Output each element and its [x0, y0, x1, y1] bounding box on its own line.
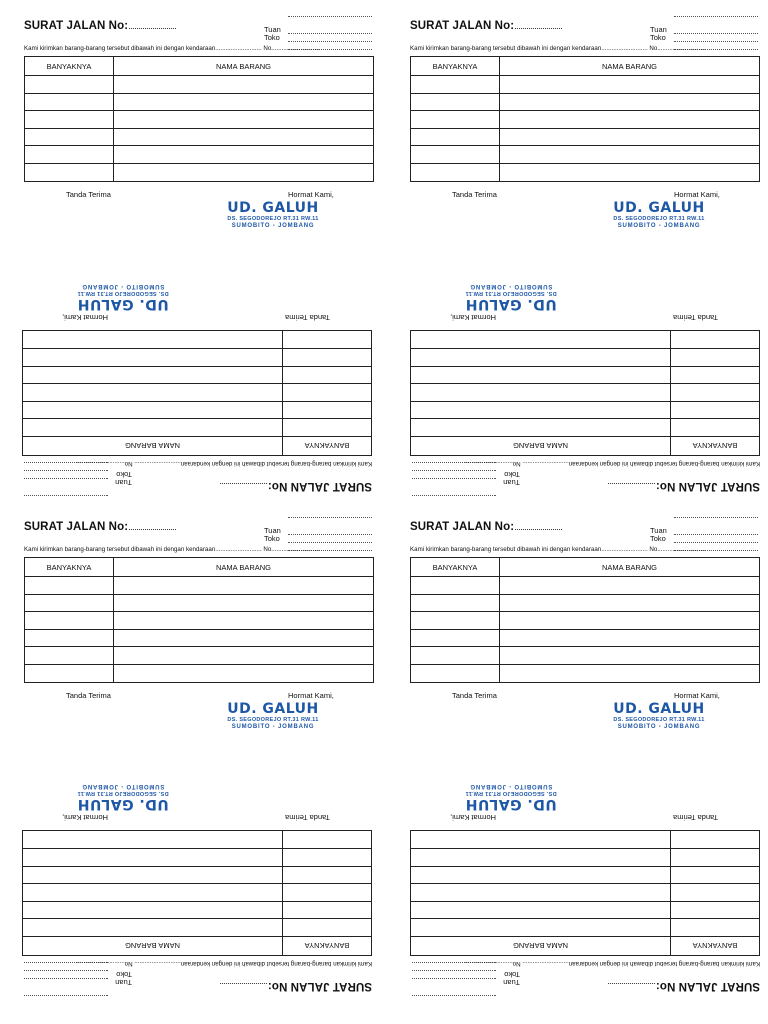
intro-text: Kami kirimkan barang-barang tersebut dibawah ini dengan kendaraan........................... No............................	[76, 460, 372, 467]
tuan-line[interactable]	[412, 978, 496, 979]
item-name-cell[interactable]	[114, 629, 374, 647]
qty-cell[interactable]	[411, 163, 500, 181]
receiver-label: Tanda Terima	[285, 813, 330, 822]
table-row	[411, 76, 760, 94]
items-body	[411, 76, 760, 182]
regards-label: Hormat Kami,	[674, 190, 720, 199]
address-line	[288, 16, 372, 17]
receiver-label: Tanda Terima	[452, 190, 497, 199]
item-name-cell[interactable]	[500, 111, 760, 129]
items-body	[25, 76, 374, 182]
item-name-cell[interactable]	[500, 612, 760, 630]
company-address: DS. SEGODOREJO RT.31 RW.11	[77, 290, 169, 296]
delivery-note-form-4	[410, 260, 760, 496]
table-row	[411, 331, 760, 349]
column-header-name: NAMA BARANG	[411, 937, 671, 956]
column-header-qty: BANYAKNYA	[671, 937, 760, 956]
table-row	[23, 901, 372, 919]
table-row	[411, 111, 760, 129]
table-row	[411, 919, 760, 937]
item-name-cell[interactable]	[411, 419, 671, 437]
tuan-line[interactable]	[24, 978, 108, 979]
qty-cell[interactable]	[283, 831, 372, 849]
item-name-cell[interactable]	[114, 594, 374, 612]
item-name-cell[interactable]	[500, 629, 760, 647]
table-row	[411, 146, 760, 164]
items-table	[24, 557, 374, 683]
receiver-label: Tanda Terima	[673, 813, 718, 822]
company-logo	[223, 201, 323, 230]
qty-cell[interactable]	[671, 401, 760, 419]
qty-cell[interactable]	[283, 401, 372, 419]
item-name-cell[interactable]	[23, 866, 283, 884]
items-body	[411, 831, 760, 937]
qty-cell[interactable]	[25, 163, 114, 181]
item-name-cell[interactable]	[114, 93, 374, 111]
table-row	[23, 884, 372, 902]
item-name-cell[interactable]	[411, 366, 671, 384]
qty-cell[interactable]	[671, 331, 760, 349]
table-row	[411, 577, 760, 595]
receiver-label: Tanda Terima	[452, 691, 497, 700]
table-row	[411, 401, 760, 419]
column-header-name: NAMA BARANG	[23, 937, 283, 956]
qty-cell[interactable]	[411, 146, 500, 164]
form-title: SURAT JALAN No:........................	[219, 480, 372, 492]
item-name-cell[interactable]	[411, 866, 671, 884]
toko-line[interactable]	[674, 542, 758, 543]
table-row	[25, 76, 374, 94]
item-name-cell[interactable]	[114, 76, 374, 94]
qty-cell[interactable]	[25, 93, 114, 111]
table-row	[23, 849, 372, 867]
intro-text: Kami kirimkan barang-barang tersebut dibawah ini dengan kendaraan........................... No............................	[410, 45, 706, 52]
toko-row: Toko	[116, 470, 132, 479]
qty-cell[interactable]	[411, 111, 500, 129]
toko-row: Toko	[116, 970, 132, 979]
toko-line[interactable]	[288, 41, 372, 42]
table-row	[23, 331, 372, 349]
item-name-cell[interactable]	[23, 831, 283, 849]
item-name-cell[interactable]	[411, 331, 671, 349]
company-city: SUMOBITO - JOMBANG	[231, 723, 315, 730]
regards-label: Hormat Kami,	[62, 313, 108, 322]
toko-line[interactable]	[288, 542, 372, 543]
tuan-line[interactable]	[412, 478, 496, 479]
item-name-cell[interactable]	[500, 128, 760, 146]
table-row	[411, 93, 760, 111]
table-row	[25, 577, 374, 595]
delivery-note-form-2	[410, 16, 760, 252]
tuan-row: Tuan	[503, 978, 520, 987]
item-name-cell[interactable]	[411, 831, 671, 849]
items-table	[410, 330, 760, 456]
toko-row: Toko	[504, 970, 520, 979]
toko-row: Toko	[650, 534, 666, 543]
company-name: UD. GALUH	[465, 796, 557, 812]
qty-cell[interactable]	[411, 76, 500, 94]
item-name-cell[interactable]	[500, 163, 760, 181]
table-row	[25, 111, 374, 129]
item-name-cell[interactable]	[23, 901, 283, 919]
item-name-cell[interactable]	[411, 349, 671, 367]
regards-label: Hormat Kami,	[288, 691, 334, 700]
qty-cell[interactable]	[25, 146, 114, 164]
qty-cell[interactable]	[671, 884, 760, 902]
company-logo	[223, 702, 323, 731]
address-line	[288, 517, 372, 518]
table-row	[23, 866, 372, 884]
qty-cell[interactable]	[283, 384, 372, 402]
item-name-cell[interactable]	[500, 76, 760, 94]
table-row	[25, 128, 374, 146]
table-row	[23, 401, 372, 419]
table-row	[411, 866, 760, 884]
items-body	[411, 331, 760, 437]
qty-cell[interactable]	[283, 884, 372, 902]
item-name-cell[interactable]	[23, 384, 283, 402]
table-row	[411, 128, 760, 146]
column-header-qty: BANYAKNYA	[411, 558, 500, 577]
company-logo	[609, 702, 709, 731]
column-header-qty: BANYAKNYA	[411, 57, 500, 76]
table-row	[411, 384, 760, 402]
regards-label: Hormat Kami,	[62, 813, 108, 822]
tuan-row: Tuan	[264, 526, 281, 535]
items-table	[24, 56, 374, 182]
qty-cell[interactable]	[25, 664, 114, 682]
delivery-note-form-5	[24, 517, 374, 753]
company-logo	[609, 201, 709, 230]
items-body	[23, 831, 372, 937]
tuan-row: Tuan	[650, 526, 667, 535]
company-name: UD. GALUH	[77, 296, 169, 312]
qty-cell[interactable]	[283, 349, 372, 367]
qty-cell[interactable]	[283, 849, 372, 867]
company-name: UD. GALUH	[613, 200, 705, 216]
qty-cell[interactable]	[25, 629, 114, 647]
qty-cell[interactable]	[25, 111, 114, 129]
item-name-cell[interactable]	[23, 884, 283, 902]
table-row	[411, 163, 760, 181]
toko-row: Toko	[504, 470, 520, 479]
qty-cell[interactable]	[411, 128, 500, 146]
item-name-cell[interactable]	[114, 577, 374, 595]
tuan-line[interactable]	[674, 534, 758, 535]
company-address: DS. SEGODOREJO RT.31 RW.11	[227, 216, 319, 222]
company-city: SUMOBITO - JOMBANG	[469, 283, 553, 290]
qty-cell[interactable]	[283, 866, 372, 884]
table-row	[25, 146, 374, 164]
table-row	[411, 664, 760, 682]
qty-cell[interactable]	[671, 866, 760, 884]
company-name: UD. GALUH	[465, 296, 557, 312]
form-title: SURAT JALAN No:........................	[607, 980, 760, 992]
table-row	[25, 163, 374, 181]
table-row	[411, 612, 760, 630]
table-row	[411, 629, 760, 647]
company-city: SUMOBITO - JOMBANG	[617, 222, 701, 229]
table-row	[25, 612, 374, 630]
qty-cell[interactable]	[411, 647, 500, 665]
items-table	[22, 330, 372, 456]
table-row	[23, 919, 372, 937]
intro-text: Kami kirimkan barang-barang tersebut dibawah ini dengan kendaraan........................... No............................	[410, 546, 706, 553]
intro-text: Kami kirimkan barang-barang tersebut dibawah ini dengan kendaraan........................... No............................	[24, 45, 320, 52]
item-name-cell[interactable]	[23, 401, 283, 419]
column-header-name: NAMA BARANG	[411, 437, 671, 456]
tuan-row: Tuan	[115, 978, 132, 987]
column-header-qty: BANYAKNYA	[283, 937, 372, 956]
form-title: SURAT JALAN No:........................	[607, 480, 760, 492]
column-header-name: NAMA BARANG	[114, 57, 374, 76]
tuan-row: Tuan	[503, 478, 520, 487]
table-row	[23, 349, 372, 367]
delivery-note-form-3	[22, 260, 372, 496]
address-line	[674, 16, 758, 17]
qty-cell[interactable]	[411, 577, 500, 595]
toko-line[interactable]	[24, 970, 108, 971]
item-name-cell[interactable]	[500, 146, 760, 164]
qty-cell[interactable]	[25, 76, 114, 94]
item-name-cell[interactable]	[23, 331, 283, 349]
table-row	[411, 884, 760, 902]
toko-line[interactable]	[412, 970, 496, 971]
delivery-note-form-1	[24, 16, 374, 252]
table-row	[411, 349, 760, 367]
qty-cell[interactable]	[411, 629, 500, 647]
regards-label: Hormat Kami,	[450, 813, 496, 822]
column-header-name: NAMA BARANG	[500, 57, 760, 76]
qty-cell[interactable]	[411, 594, 500, 612]
address-line	[24, 995, 108, 996]
column-header-name: NAMA BARANG	[114, 558, 374, 577]
items-body	[23, 331, 372, 437]
tuan-row: Tuan	[650, 25, 667, 34]
items-body	[25, 577, 374, 683]
company-logo	[461, 283, 561, 312]
address-line	[412, 995, 496, 996]
column-header-name: NAMA BARANG	[500, 558, 760, 577]
address-line	[24, 495, 108, 496]
qty-cell[interactable]	[671, 901, 760, 919]
items-table	[410, 830, 760, 956]
tuan-row: Tuan	[115, 478, 132, 487]
item-name-cell[interactable]	[23, 366, 283, 384]
item-name-cell[interactable]	[411, 919, 671, 937]
table-row	[23, 419, 372, 437]
tuan-line[interactable]	[288, 33, 372, 34]
company-city: SUMOBITO - JOMBANG	[469, 783, 553, 790]
item-name-cell[interactable]	[114, 163, 374, 181]
column-header-qty: BANYAKNYA	[25, 57, 114, 76]
item-name-cell[interactable]	[411, 401, 671, 419]
qty-cell[interactable]	[671, 831, 760, 849]
item-name-cell[interactable]	[23, 919, 283, 937]
company-address: DS. SEGODOREJO RT.31 RW.11	[465, 290, 557, 296]
qty-cell[interactable]	[283, 419, 372, 437]
table-row	[23, 831, 372, 849]
item-name-cell[interactable]	[411, 384, 671, 402]
table-row	[25, 93, 374, 111]
qty-cell[interactable]	[671, 919, 760, 937]
item-name-cell[interactable]	[411, 884, 671, 902]
qty-cell[interactable]	[671, 849, 760, 867]
company-address: DS. SEGODOREJO RT.31 RW.11	[77, 790, 169, 796]
delivery-note-form-6	[410, 517, 760, 753]
qty-cell[interactable]	[671, 419, 760, 437]
item-name-cell[interactable]	[114, 664, 374, 682]
form-title: SURAT JALAN No:........................	[410, 521, 563, 533]
table-row	[25, 647, 374, 665]
receiver-label: Tanda Terima	[285, 313, 330, 322]
company-address: DS. SEGODOREJO RT.31 RW.11	[465, 790, 557, 796]
column-header-qty: BANYAKNYA	[25, 558, 114, 577]
qty-cell[interactable]	[25, 577, 114, 595]
company-logo	[73, 783, 173, 812]
table-row	[411, 366, 760, 384]
toko-row: Toko	[264, 534, 280, 543]
table-row	[25, 664, 374, 682]
toko-line[interactable]	[24, 470, 108, 471]
table-row	[411, 901, 760, 919]
company-logo	[73, 283, 173, 312]
item-name-cell[interactable]	[500, 577, 760, 595]
form-title: SURAT JALAN No:........................	[24, 20, 177, 32]
table-row	[411, 849, 760, 867]
qty-cell[interactable]	[411, 664, 500, 682]
intro-text: Kami kirimkan barang-barang tersebut dibawah ini dengan kendaraan........................... No............................	[464, 960, 760, 967]
company-city: SUMOBITO - JOMBANG	[81, 783, 165, 790]
tuan-line[interactable]	[288, 534, 372, 535]
item-name-cell[interactable]	[114, 612, 374, 630]
company-address: DS. SEGODOREJO RT.31 RW.11	[613, 717, 705, 723]
qty-cell[interactable]	[411, 612, 500, 630]
table-row	[411, 419, 760, 437]
items-table	[410, 56, 760, 182]
table-row	[23, 366, 372, 384]
toko-line[interactable]	[674, 41, 758, 42]
company-logo	[461, 783, 561, 812]
receiver-label: Tanda Terima	[673, 313, 718, 322]
items-table	[22, 830, 372, 956]
item-name-cell[interactable]	[114, 146, 374, 164]
company-city: SUMOBITO - JOMBANG	[617, 723, 701, 730]
qty-cell[interactable]	[283, 366, 372, 384]
item-name-cell[interactable]	[500, 93, 760, 111]
qty-cell[interactable]	[411, 93, 500, 111]
toko-row: Toko	[264, 33, 280, 42]
intro-text: Kami kirimkan barang-barang tersebut dibawah ini dengan kendaraan........................... No............................	[76, 960, 372, 967]
items-body	[411, 577, 760, 683]
form-title: SURAT JALAN No:........................	[24, 521, 177, 533]
column-header-name: NAMA BARANG	[23, 437, 283, 456]
address-line	[674, 517, 758, 518]
item-name-cell[interactable]	[500, 594, 760, 612]
item-name-cell[interactable]	[23, 849, 283, 867]
company-city: SUMOBITO - JOMBANG	[81, 283, 165, 290]
table-row	[411, 594, 760, 612]
regards-label: Hormat Kami,	[450, 313, 496, 322]
table-row	[25, 594, 374, 612]
address-line	[412, 495, 496, 496]
qty-cell[interactable]	[671, 366, 760, 384]
toko-row: Toko	[650, 33, 666, 42]
form-title: SURAT JALAN No:........................	[410, 20, 563, 32]
qty-cell[interactable]	[671, 384, 760, 402]
regards-label: Hormat Kami,	[288, 190, 334, 199]
item-name-cell[interactable]	[114, 111, 374, 129]
intro-text: Kami kirimkan barang-barang tersebut dibawah ini dengan kendaraan........................... No............................	[24, 546, 320, 553]
qty-cell[interactable]	[25, 612, 114, 630]
qty-cell[interactable]	[25, 594, 114, 612]
column-header-qty: BANYAKNYA	[671, 437, 760, 456]
table-row	[411, 647, 760, 665]
delivery-note-form-8	[410, 760, 760, 996]
item-name-cell[interactable]	[114, 647, 374, 665]
item-name-cell[interactable]	[500, 647, 760, 665]
company-address: DS. SEGODOREJO RT.31 RW.11	[613, 216, 705, 222]
qty-cell[interactable]	[283, 331, 372, 349]
company-name: UD. GALUH	[613, 701, 705, 717]
qty-cell[interactable]	[25, 647, 114, 665]
company-city: SUMOBITO - JOMBANG	[231, 222, 315, 229]
item-name-cell[interactable]	[411, 849, 671, 867]
qty-cell[interactable]	[283, 919, 372, 937]
qty-cell[interactable]	[671, 349, 760, 367]
intro-text: Kami kirimkan barang-barang tersebut dibawah ini dengan kendaraan........................... No............................	[464, 460, 760, 467]
company-name: UD. GALUH	[77, 796, 169, 812]
receiver-label: Tanda Terima	[66, 190, 111, 199]
toko-line[interactable]	[412, 470, 496, 471]
item-name-cell[interactable]	[23, 419, 283, 437]
form-title: SURAT JALAN No:........................	[219, 980, 372, 992]
item-name-cell[interactable]	[411, 901, 671, 919]
item-name-cell[interactable]	[23, 349, 283, 367]
items-table	[410, 557, 760, 683]
qty-cell[interactable]	[283, 901, 372, 919]
delivery-note-form-7	[22, 760, 372, 996]
tuan-row: Tuan	[264, 25, 281, 34]
tuan-line[interactable]	[674, 33, 758, 34]
qty-cell[interactable]	[25, 128, 114, 146]
item-name-cell[interactable]	[114, 128, 374, 146]
receiver-label: Tanda Terima	[66, 691, 111, 700]
company-address: DS. SEGODOREJO RT.31 RW.11	[227, 717, 319, 723]
table-row	[23, 384, 372, 402]
tuan-line[interactable]	[24, 478, 108, 479]
regards-label: Hormat Kami,	[674, 691, 720, 700]
table-row	[25, 629, 374, 647]
item-name-cell[interactable]	[500, 664, 760, 682]
table-row	[411, 831, 760, 849]
company-name: UD. GALUH	[227, 200, 319, 216]
company-name: UD. GALUH	[227, 701, 319, 717]
column-header-qty: BANYAKNYA	[283, 437, 372, 456]
